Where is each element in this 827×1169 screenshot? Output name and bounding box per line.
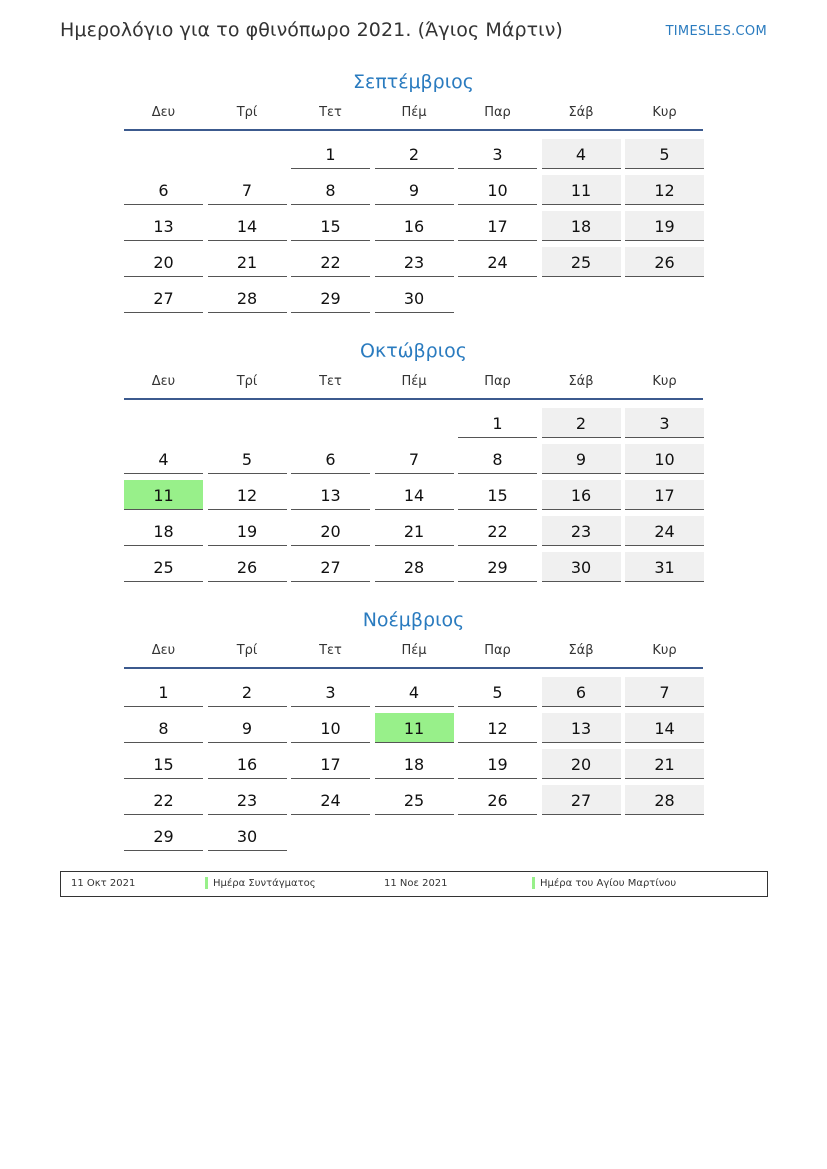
weekday-header [124, 374, 703, 400]
day-cell: 5 [208, 444, 287, 474]
legend-color-marker [205, 877, 208, 889]
day-cell: 13 [124, 211, 203, 241]
day-cell: 1 [291, 139, 370, 169]
day-cell: 13 [542, 713, 621, 743]
day-cell: 5 [625, 139, 704, 169]
day-cell: 30 [375, 283, 454, 313]
brand-link[interactable]: TIMESLES.COM [665, 24, 767, 39]
month-november [124, 607, 703, 846]
day-cell: 22 [291, 247, 370, 277]
weekday-label: Τετ [319, 105, 342, 120]
weekday-label: Κυρ [652, 643, 677, 658]
month-title: Νοέμβριος [362, 609, 465, 631]
day-cell: 15 [124, 749, 203, 779]
holiday-day-cell: 11 [375, 713, 454, 743]
day-cell: 6 [124, 175, 203, 205]
weekday-label: Πέμ [401, 105, 427, 120]
day-cell: 28 [375, 552, 454, 582]
day-cell: 18 [124, 516, 203, 546]
day-cell: 22 [124, 785, 203, 815]
day-cell: 6 [542, 677, 621, 707]
day-cell: 24 [458, 247, 537, 277]
weekday-label: Τρί [236, 105, 258, 120]
month-october [124, 338, 703, 577]
weekday-label: Σάβ [568, 643, 594, 658]
day-cell: 16 [375, 211, 454, 241]
day-cell: 12 [625, 175, 704, 205]
weekday-label: Κυρ [652, 105, 677, 120]
weekday-label: Παρ [484, 643, 511, 658]
day-cell: 28 [625, 785, 704, 815]
day-cell: 3 [458, 139, 537, 169]
day-cell: 29 [291, 283, 370, 313]
day-cell: 30 [542, 552, 621, 582]
holiday-legend [60, 871, 768, 897]
weekday-label: Κυρ [652, 374, 677, 389]
day-cell: 16 [542, 480, 621, 510]
legend-holiday-name: Ημέρα Συντάγματος [213, 878, 316, 889]
day-cell: 10 [291, 713, 370, 743]
day-cell: 31 [625, 552, 704, 582]
day-cell: 15 [458, 480, 537, 510]
day-cell: 17 [291, 749, 370, 779]
day-cell: 26 [208, 552, 287, 582]
day-cell: 24 [625, 516, 704, 546]
weekday-label: Τετ [319, 374, 342, 389]
legend-date: 11 Οκτ 2021 [71, 878, 136, 889]
weekday-header [124, 105, 703, 131]
day-cell: 20 [124, 247, 203, 277]
day-cell: 22 [458, 516, 537, 546]
day-cell: 19 [458, 749, 537, 779]
day-cell: 14 [375, 480, 454, 510]
day-cell: 8 [291, 175, 370, 205]
day-cell: 27 [291, 552, 370, 582]
weekday-label: Παρ [484, 105, 511, 120]
holiday-day-cell: 11 [124, 480, 203, 510]
day-cell: 23 [375, 247, 454, 277]
day-cell: 19 [208, 516, 287, 546]
day-cell: 10 [625, 444, 704, 474]
day-cell: 25 [375, 785, 454, 815]
day-cell: 16 [208, 749, 287, 779]
weekday-label: Τρί [236, 374, 258, 389]
day-cell: 12 [458, 713, 537, 743]
day-cell: 25 [542, 247, 621, 277]
day-cell: 5 [458, 677, 537, 707]
legend-date: 11 Νοε 2021 [384, 878, 448, 889]
legend-color-marker [532, 877, 535, 889]
day-cell: 9 [375, 175, 454, 205]
day-cell: 29 [458, 552, 537, 582]
day-cell: 15 [291, 211, 370, 241]
day-cell: 7 [625, 677, 704, 707]
day-cell: 8 [124, 713, 203, 743]
day-cell: 2 [375, 139, 454, 169]
day-cell: 13 [291, 480, 370, 510]
day-cell: 10 [458, 175, 537, 205]
weekday-label: Τρί [236, 643, 258, 658]
weekday-label: Τετ [319, 643, 342, 658]
legend-holiday-name: Ημέρα του Αγίου Μαρτίνου [540, 878, 677, 889]
month-title: Σεπτέμβριος [353, 71, 474, 93]
day-cell: 14 [208, 211, 287, 241]
day-cell: 20 [291, 516, 370, 546]
weekday-label: Πέμ [401, 374, 427, 389]
weekday-label: Παρ [484, 374, 511, 389]
day-cell: 2 [542, 408, 621, 438]
weekday-label: Δευ [151, 105, 176, 120]
day-cell: 9 [208, 713, 287, 743]
day-cell: 8 [458, 444, 537, 474]
day-cell: 26 [625, 247, 704, 277]
day-cell: 18 [542, 211, 621, 241]
day-cell: 18 [375, 749, 454, 779]
day-cell: 20 [542, 749, 621, 779]
day-cell: 19 [625, 211, 704, 241]
day-cell: 7 [208, 175, 287, 205]
day-cell: 27 [542, 785, 621, 815]
day-cell: 21 [208, 247, 287, 277]
day-cell: 27 [124, 283, 203, 313]
day-cell: 17 [625, 480, 704, 510]
weekday-label: Δευ [151, 643, 176, 658]
page-title: Ημερολόγιο για το φθινόπωρο 2021. (Άγιος Μάρτιν) [60, 19, 563, 41]
day-cell: 17 [458, 211, 537, 241]
weekday-label: Δευ [151, 374, 176, 389]
weekday-header [124, 643, 703, 669]
day-cell: 26 [458, 785, 537, 815]
weekday-label: Σάβ [568, 105, 594, 120]
day-cell: 23 [208, 785, 287, 815]
day-cell: 23 [542, 516, 621, 546]
day-cell: 4 [124, 444, 203, 474]
month-september [124, 69, 703, 308]
day-cell: 1 [458, 408, 537, 438]
day-cell: 14 [625, 713, 704, 743]
day-cell: 9 [542, 444, 621, 474]
day-cell: 21 [375, 516, 454, 546]
day-cell: 4 [542, 139, 621, 169]
day-cell: 3 [625, 408, 704, 438]
day-cell: 24 [291, 785, 370, 815]
day-cell: 21 [625, 749, 704, 779]
day-cell: 30 [208, 821, 287, 851]
weekday-label: Σάβ [568, 374, 594, 389]
day-cell: 25 [124, 552, 203, 582]
day-cell: 12 [208, 480, 287, 510]
day-cell: 1 [124, 677, 203, 707]
day-cell: 3 [291, 677, 370, 707]
day-cell: 28 [208, 283, 287, 313]
day-cell: 7 [375, 444, 454, 474]
day-cell: 4 [375, 677, 454, 707]
day-cell: 6 [291, 444, 370, 474]
day-cell: 11 [542, 175, 621, 205]
weekday-label: Πέμ [401, 643, 427, 658]
month-title: Οκτώβριος [360, 340, 467, 362]
day-cell: 2 [208, 677, 287, 707]
day-cell: 29 [124, 821, 203, 851]
